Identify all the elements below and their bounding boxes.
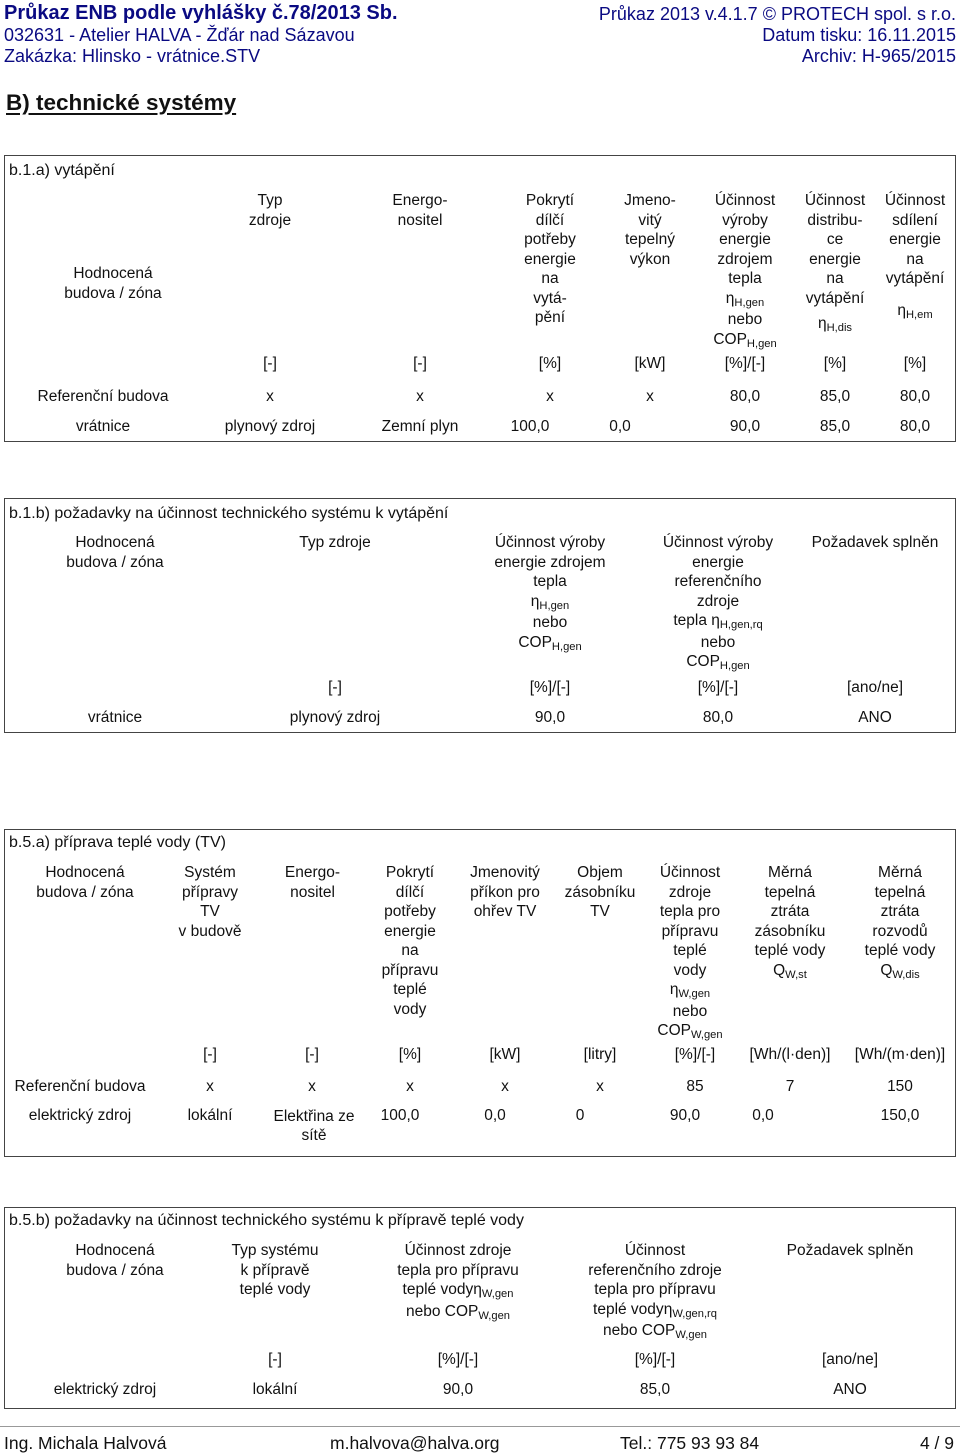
heating-req-unit: [ano/ne] bbox=[846, 679, 904, 696]
heating-req-header-met: Požadavek splněn bbox=[811, 534, 939, 551]
heating-req-unit: [-] bbox=[328, 679, 342, 696]
heating-req-header-efficiency: Účinnost výroby energie zdrojem tepla $\eta_{H,gen}$ nebo $COP_{H,gen}$ bbox=[494, 534, 606, 653]
dhw-unit: [%] bbox=[398, 1046, 422, 1063]
table-cell: x bbox=[206, 1078, 214, 1095]
dhw-unit: [litry] bbox=[583, 1046, 617, 1063]
table-cell: lokální bbox=[187, 1107, 233, 1124]
table-cell: x bbox=[646, 388, 654, 405]
table-cell: ANO bbox=[858, 709, 892, 726]
archive-info: Archiv: H-965/2015 bbox=[801, 46, 956, 66]
dhw-header-power: Jmenovitý příkon pro ohřev TV bbox=[470, 864, 540, 920]
table-cell: elektrický zdroj bbox=[53, 1381, 157, 1398]
dhw-req-unit: [%]/[-] bbox=[634, 1351, 676, 1368]
table-cell: 90,0 bbox=[442, 1381, 474, 1398]
table-cell: 0 bbox=[575, 1107, 585, 1124]
dhw-header-system: Systém přípravy TV v budově bbox=[178, 864, 242, 940]
dhw-req-header-met: Požadavek splněn bbox=[786, 1242, 914, 1259]
heating-header-power: Jmeno- vitý tepelný výkon bbox=[624, 192, 676, 268]
table-cell: 80,0 bbox=[899, 388, 931, 405]
heating-header-carrier: Energo- nositel bbox=[392, 192, 448, 229]
heating-header-em-efficiency: Účinnost sdílení energie na vytápění $\eta_{H,em}$ bbox=[884, 192, 946, 321]
section-title: B) technické systémy bbox=[6, 90, 237, 115]
heating-unit: [%]/[-] bbox=[724, 355, 766, 372]
heating-req-caption: b.1.b) požadavky na účinnost technického systému k vytápění bbox=[9, 505, 449, 522]
footer-phone: Tel.: 775 93 93 84 bbox=[620, 1433, 760, 1453]
heating-unit: [%] bbox=[538, 355, 562, 372]
table-cell: 100,0 bbox=[380, 1107, 420, 1124]
dhw-header-carrier: Energo- nositel bbox=[284, 864, 341, 901]
dhw-unit: [kW] bbox=[489, 1046, 521, 1063]
dhw-unit: [-] bbox=[203, 1046, 217, 1063]
heating-unit: [%] bbox=[823, 355, 847, 372]
table-cell: 80,0 bbox=[899, 418, 931, 435]
dhw-caption: b.5.a) příprava teplé vody (TV) bbox=[9, 834, 226, 851]
table-cell: Referenční budova bbox=[14, 1078, 146, 1095]
dhw-req-header-efficiency: Účinnost zdroje tepla pro přípravu teplé vodyη$_{W,gen}$ nebo $COP_{W,gen}$ bbox=[397, 1242, 519, 1322]
heating-unit: [-] bbox=[263, 355, 277, 372]
heating-req-unit: [%]/[-] bbox=[529, 679, 571, 696]
table-cell: Elektřina ze sítě bbox=[273, 1108, 355, 1144]
heating-header-gen-efficiency: Účinnost výroby energie zdrojem tepla $\eta_{H,gen}$ nebo $COP_{H,gen}$ bbox=[713, 192, 777, 350]
table-cell: x bbox=[501, 1078, 509, 1095]
program-info: Průkaz 2013 v.4.1.7 © PROTECH spol. s r.o. bbox=[598, 4, 956, 24]
dhw-header-coverage: Pokrytí dílčí potřeby energie na přípravu teplé vody bbox=[381, 864, 439, 1018]
footer-author: Ing. Michala Halvová bbox=[4, 1433, 167, 1453]
heating-req-header-ref-efficiency: Účinnost výroby energie referenčního zdroje tepla $\eta_{H,gen,rq}$ nebo $COP_{H,gen}$ bbox=[662, 534, 774, 673]
table-cell: plynový zdroj bbox=[289, 709, 381, 726]
document-footer bbox=[0, 1426, 960, 1456]
table-cell: x bbox=[406, 1078, 414, 1095]
table-cell: 90,0 bbox=[534, 709, 566, 726]
heating-unit: [-] bbox=[413, 355, 427, 372]
table-cell: x bbox=[596, 1078, 604, 1095]
dhw-header-volume: Objem zásobníku TV bbox=[564, 864, 636, 920]
table-cell: plynový zdroj bbox=[224, 418, 316, 435]
table-cell: 0,0 bbox=[752, 1107, 774, 1124]
table-cell: elektrický zdroj bbox=[28, 1107, 132, 1124]
footer-email[interactable]: m.halvova@halva.org bbox=[330, 1433, 500, 1453]
heating-unit: [kW] bbox=[634, 355, 666, 372]
table-cell: 90,0 bbox=[669, 1107, 701, 1124]
heating-req-header-source: Typ zdroje bbox=[299, 534, 371, 551]
dhw-header-efficiency: Účinnost zdroje tepla pro přípravu teplé vody $\eta_{W,gen}$ nebo $COP_{W,gen}$ bbox=[657, 864, 723, 1042]
job-info: Zakázka: Hlinsko - vrátnice.STV bbox=[4, 46, 261, 66]
document-header bbox=[0, 0, 960, 70]
table-cell: 7 bbox=[785, 1078, 795, 1095]
table-cell: x bbox=[416, 388, 424, 405]
table-cell: 85 bbox=[686, 1078, 704, 1095]
dhw-req-header-zone: Hodnocená budova / zóna bbox=[66, 1242, 164, 1279]
table-cell: 85,0 bbox=[819, 388, 851, 405]
dhw-unit: [Wh/(m·den)] bbox=[854, 1046, 946, 1063]
heating-header-zone: Hodnocená budova / zóna bbox=[64, 265, 162, 302]
dhw-header-tank-loss: Měrná tepelná ztráta zásobníku teplé vody $Q_{W,st}$ bbox=[754, 864, 826, 981]
table-cell: 80,0 bbox=[702, 709, 734, 726]
table-cell: ANO bbox=[833, 1381, 867, 1398]
table-cell: 150 bbox=[887, 1078, 913, 1095]
footer-page-number: 4 / 9 bbox=[919, 1433, 954, 1453]
heating-table bbox=[4, 155, 956, 442]
heating-header-source: Typ zdroje bbox=[248, 192, 292, 229]
dhw-unit: [Wh/(l·den)] bbox=[749, 1046, 831, 1063]
heating-header-coverage: Pokrytí dílčí potřeby energie na vytá- pění bbox=[524, 192, 576, 326]
table-cell: x bbox=[546, 388, 554, 405]
table-cell: 0,0 bbox=[609, 418, 631, 435]
print-date: Datum tisku: 16.11.2015 bbox=[762, 25, 956, 45]
heating-req-header-zone: Hodnocená budova / zóna bbox=[66, 534, 164, 571]
dhw-req-unit: [-] bbox=[268, 1351, 282, 1368]
dhw-req-header-ref-efficiency: Účinnost referenčního zdroje tepla pro přípravu teplé vodyη$_{W,gen,rq}$ nebo $COP_{W,gen}$ bbox=[588, 1242, 722, 1342]
table-cell: 100,0 bbox=[510, 418, 550, 435]
table-cell: 85,0 bbox=[639, 1381, 671, 1398]
heating-req-unit: [%]/[-] bbox=[697, 679, 739, 696]
table-cell: vrátnice bbox=[75, 418, 131, 435]
dhw-table bbox=[4, 829, 956, 1157]
table-cell: lokální bbox=[252, 1381, 298, 1398]
heating-requirements-table bbox=[4, 498, 956, 733]
dhw-requirements-table bbox=[4, 1207, 956, 1409]
table-cell: vrátnice bbox=[87, 709, 143, 726]
dhw-unit: [-] bbox=[305, 1046, 319, 1063]
dhw-req-unit: [ano/ne] bbox=[821, 1351, 879, 1368]
table-cell: 90,0 bbox=[729, 418, 761, 435]
table-cell: x bbox=[308, 1078, 316, 1095]
document-title: Průkaz ENB podle vyhlášky č.78/2013 Sb. bbox=[4, 2, 398, 24]
dhw-req-header-system: Typ systému k přípravě teplé vody bbox=[231, 1242, 319, 1298]
table-cell: 80,0 bbox=[729, 388, 761, 405]
dhw-req-caption: b.5.b) požadavky na účinnost technického systému k přípravě teplé vody bbox=[9, 1212, 524, 1229]
heating-unit: [%] bbox=[903, 355, 927, 372]
heating-header-dist-efficiency: Účinnost distribu- ce energie na vytápění $\eta_{H,dis}$ bbox=[804, 192, 866, 335]
heating-caption: b.1.a) vytápění bbox=[9, 162, 115, 179]
table-cell: 150,0 bbox=[880, 1107, 920, 1124]
dhw-header-dist-loss: Měrná tepelná ztráta rozvodů teplé vody $Q_{W,dis}$ bbox=[864, 864, 936, 981]
reference-info: 032631 - Atelier HALVA - Žďár nad Sázavou bbox=[4, 25, 355, 45]
table-cell: Referenční budova bbox=[37, 388, 169, 405]
dhw-unit: [%]/[-] bbox=[674, 1046, 716, 1063]
dhw-header-zone: Hodnocená budova / zóna bbox=[36, 864, 134, 901]
table-cell: Zemní plyn bbox=[381, 418, 459, 435]
dhw-req-unit: [%]/[-] bbox=[437, 1351, 479, 1368]
table-cell: 0,0 bbox=[484, 1107, 506, 1124]
table-cell: 85,0 bbox=[819, 418, 851, 435]
table-cell: x bbox=[266, 388, 274, 405]
